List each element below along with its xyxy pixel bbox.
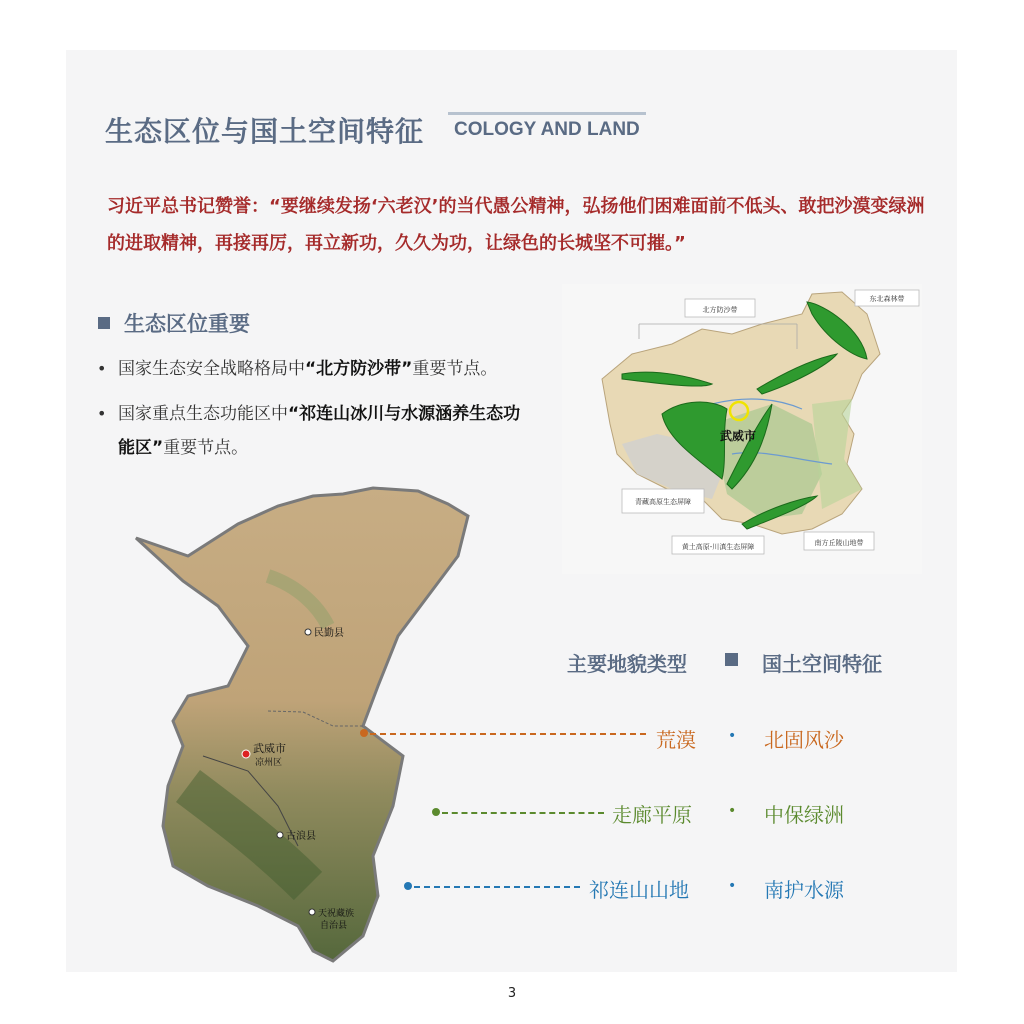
landform-label: 祁连山山地 xyxy=(589,878,689,902)
bullet-text: 重要节点。 xyxy=(163,438,249,458)
bullet-item xyxy=(97,352,538,386)
square-bullet-icon xyxy=(725,653,738,666)
place-label: 凉州区 xyxy=(255,758,283,768)
wuwei-satellite-map xyxy=(128,486,478,966)
bullet-dot-icon: • xyxy=(728,728,737,744)
place-label: 天祝藏族 xyxy=(318,909,355,919)
bullet-item xyxy=(97,397,530,465)
section-heading xyxy=(98,308,250,338)
page-title-en: COLOGY AND LAND xyxy=(454,119,640,140)
city-label: 武威市 xyxy=(720,429,757,443)
leader-dot xyxy=(404,882,412,890)
bullet-dot-icon: • xyxy=(728,878,737,894)
place-label: 自治县 xyxy=(320,921,348,931)
bullet-dot-icon: • xyxy=(97,359,107,378)
bullet-dot-icon: • xyxy=(728,803,737,819)
bullet-bold: “北方防沙带” xyxy=(305,359,413,379)
callout-label: 南方丘陵山地带 xyxy=(814,539,864,547)
title-en-frame xyxy=(448,112,646,147)
place-label: 古浪县 xyxy=(286,831,316,842)
bullet-text: 重要节点。 xyxy=(412,359,498,379)
leader-line xyxy=(414,886,580,888)
callout-label: 北方防沙带 xyxy=(702,306,738,314)
place-label: 民勤县 xyxy=(314,628,344,639)
bullet-dot-icon: • xyxy=(97,404,107,423)
callout-label: 东北森林带 xyxy=(869,295,905,303)
page-title: 生态区位与国土空间特征 xyxy=(105,115,425,148)
leader-line xyxy=(442,812,604,814)
quote-text: 习近平总书记赞誉：“要继续发扬‘六老汉’的当代愚公精神，弘扬他们困难面前不低头、敢把沙漠变绿洲的进取精神，再接再厉，再立新功，久久为功，让绿色的长城坚不可摧。” xyxy=(107,196,925,254)
china-map xyxy=(562,284,922,574)
leader-dot xyxy=(360,729,368,737)
bullet-text: 国家重点生态功能区中 xyxy=(118,404,288,424)
landform-label: 荒漠 xyxy=(656,728,696,752)
section-heading-text: 生态区位重要 xyxy=(124,312,250,336)
page-number: 3 xyxy=(507,986,517,1001)
callout-label: 青藏高原生态屏障 xyxy=(635,498,691,506)
feature-label: 南护水源 xyxy=(764,878,844,902)
feature-label: 北固风沙 xyxy=(764,728,844,752)
bullet-text: 国家生态安全战略格局中 xyxy=(118,359,305,379)
leader-line xyxy=(370,733,646,735)
callout-label: 黄土高原-川滇生态屏障 xyxy=(681,543,755,551)
square-bullet-icon xyxy=(98,317,110,329)
bullet-bold: “祁连山冰川与水源涵养生态功能区” xyxy=(118,404,521,458)
leader-dot xyxy=(432,808,440,816)
legend-header-feature: 国土空间特征 xyxy=(762,652,882,676)
feature-label: 中保绿洲 xyxy=(764,803,844,827)
place-label: 武威市 xyxy=(253,742,286,755)
legend-header-landform: 主要地貌类型 xyxy=(567,652,687,676)
landform-label: 走廊平原 xyxy=(612,803,692,827)
